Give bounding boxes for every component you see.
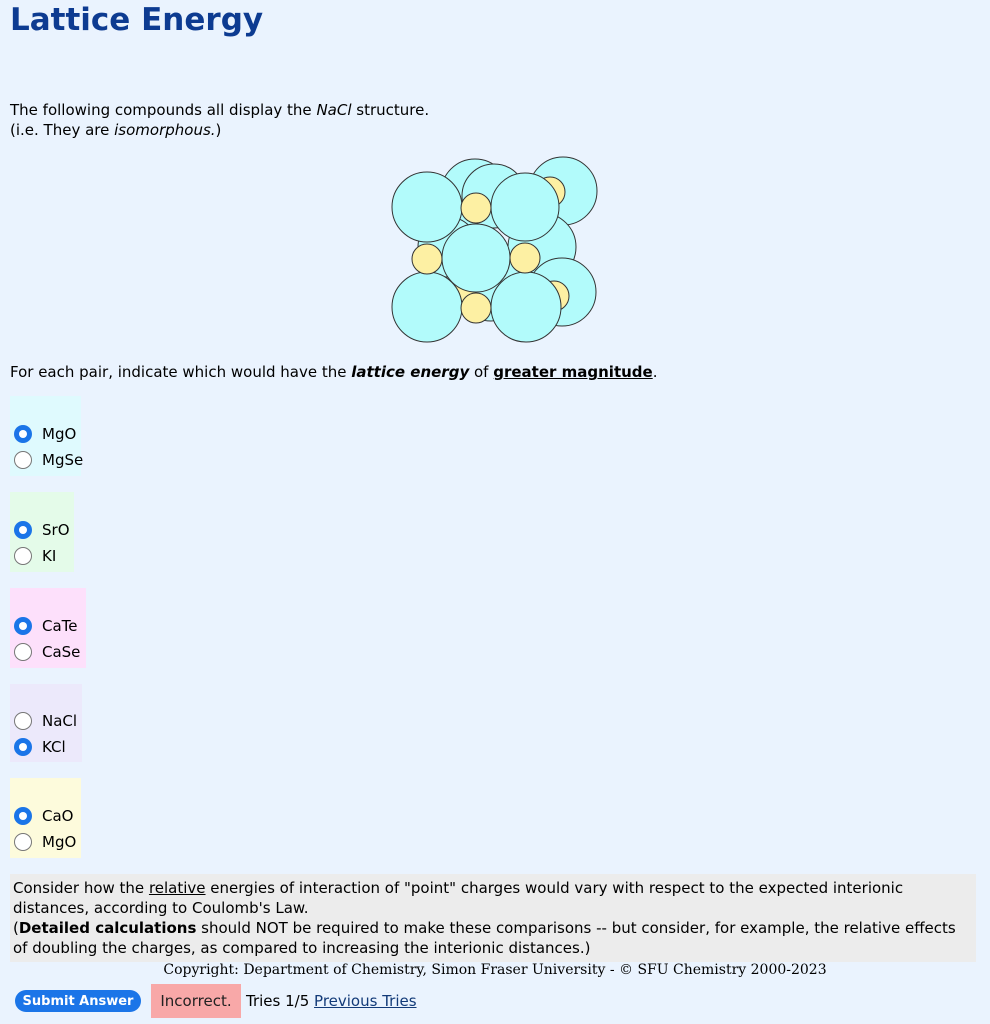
option-cate[interactable]: CaTe (14, 613, 84, 639)
status-badge: Incorrect. (151, 984, 241, 1018)
option-kcl[interactable]: KCl (14, 734, 80, 760)
radio-selected[interactable] (14, 521, 32, 539)
radio-unselected[interactable] (14, 451, 32, 469)
option-ki[interactable]: KI (14, 543, 72, 569)
radio-unselected[interactable] (14, 712, 32, 730)
pair-4 (10, 684, 82, 762)
question-text: For each pair, indicate which would have the lattice energy of greater magnitude. (10, 363, 658, 381)
option-case[interactable]: CaSe (14, 639, 84, 665)
intro-text: The following compounds all display the NaCl structure. (i.e. They are isomorphous.) (10, 101, 430, 139)
radio-unselected[interactable] (14, 833, 32, 851)
radio-unselected[interactable] (14, 547, 32, 565)
pair-2 (10, 492, 74, 572)
submit-answer-button[interactable]: Submit Answer (15, 990, 141, 1012)
previous-tries-link[interactable]: Previous Tries (314, 992, 417, 1010)
radio-unselected[interactable] (14, 643, 32, 661)
option-mgo-2[interactable]: MgO (14, 829, 79, 855)
radio-selected[interactable] (14, 807, 32, 825)
pair-3 (10, 588, 86, 668)
option-nacl[interactable]: NaCl (14, 708, 80, 734)
nacl-lattice-image (388, 152, 600, 348)
hint-box: Consider how the relative energies of interaction of "point" charges would vary with respect to the expected interionic distances, according to Coulomb's Law. (Detailed calculations should NOT be required to make these comparisons -- but consider, for example, the relative effects of doubling the charges, as compared to increasing the interionic distances.) (10, 874, 976, 962)
option-mgse[interactable]: MgSe (14, 447, 79, 473)
tries-info (246, 992, 417, 1010)
page-title: Lattice Energy (10, 2, 264, 38)
pair-5 (10, 778, 81, 858)
radio-selected[interactable] (14, 617, 32, 635)
option-sro[interactable]: SrO (14, 517, 72, 543)
option-cao[interactable]: CaO (14, 803, 79, 829)
tries-count: Tries 1/5 (246, 992, 310, 1010)
pair-1 (10, 396, 84, 476)
radio-selected[interactable] (14, 738, 32, 756)
option-mgo[interactable]: MgO (14, 421, 79, 447)
radio-selected[interactable] (14, 425, 32, 443)
copyright: Copyright: Department of Chemistry, Simon Fraser University - © SFU Chemistry 2000-2023 (163, 962, 827, 978)
